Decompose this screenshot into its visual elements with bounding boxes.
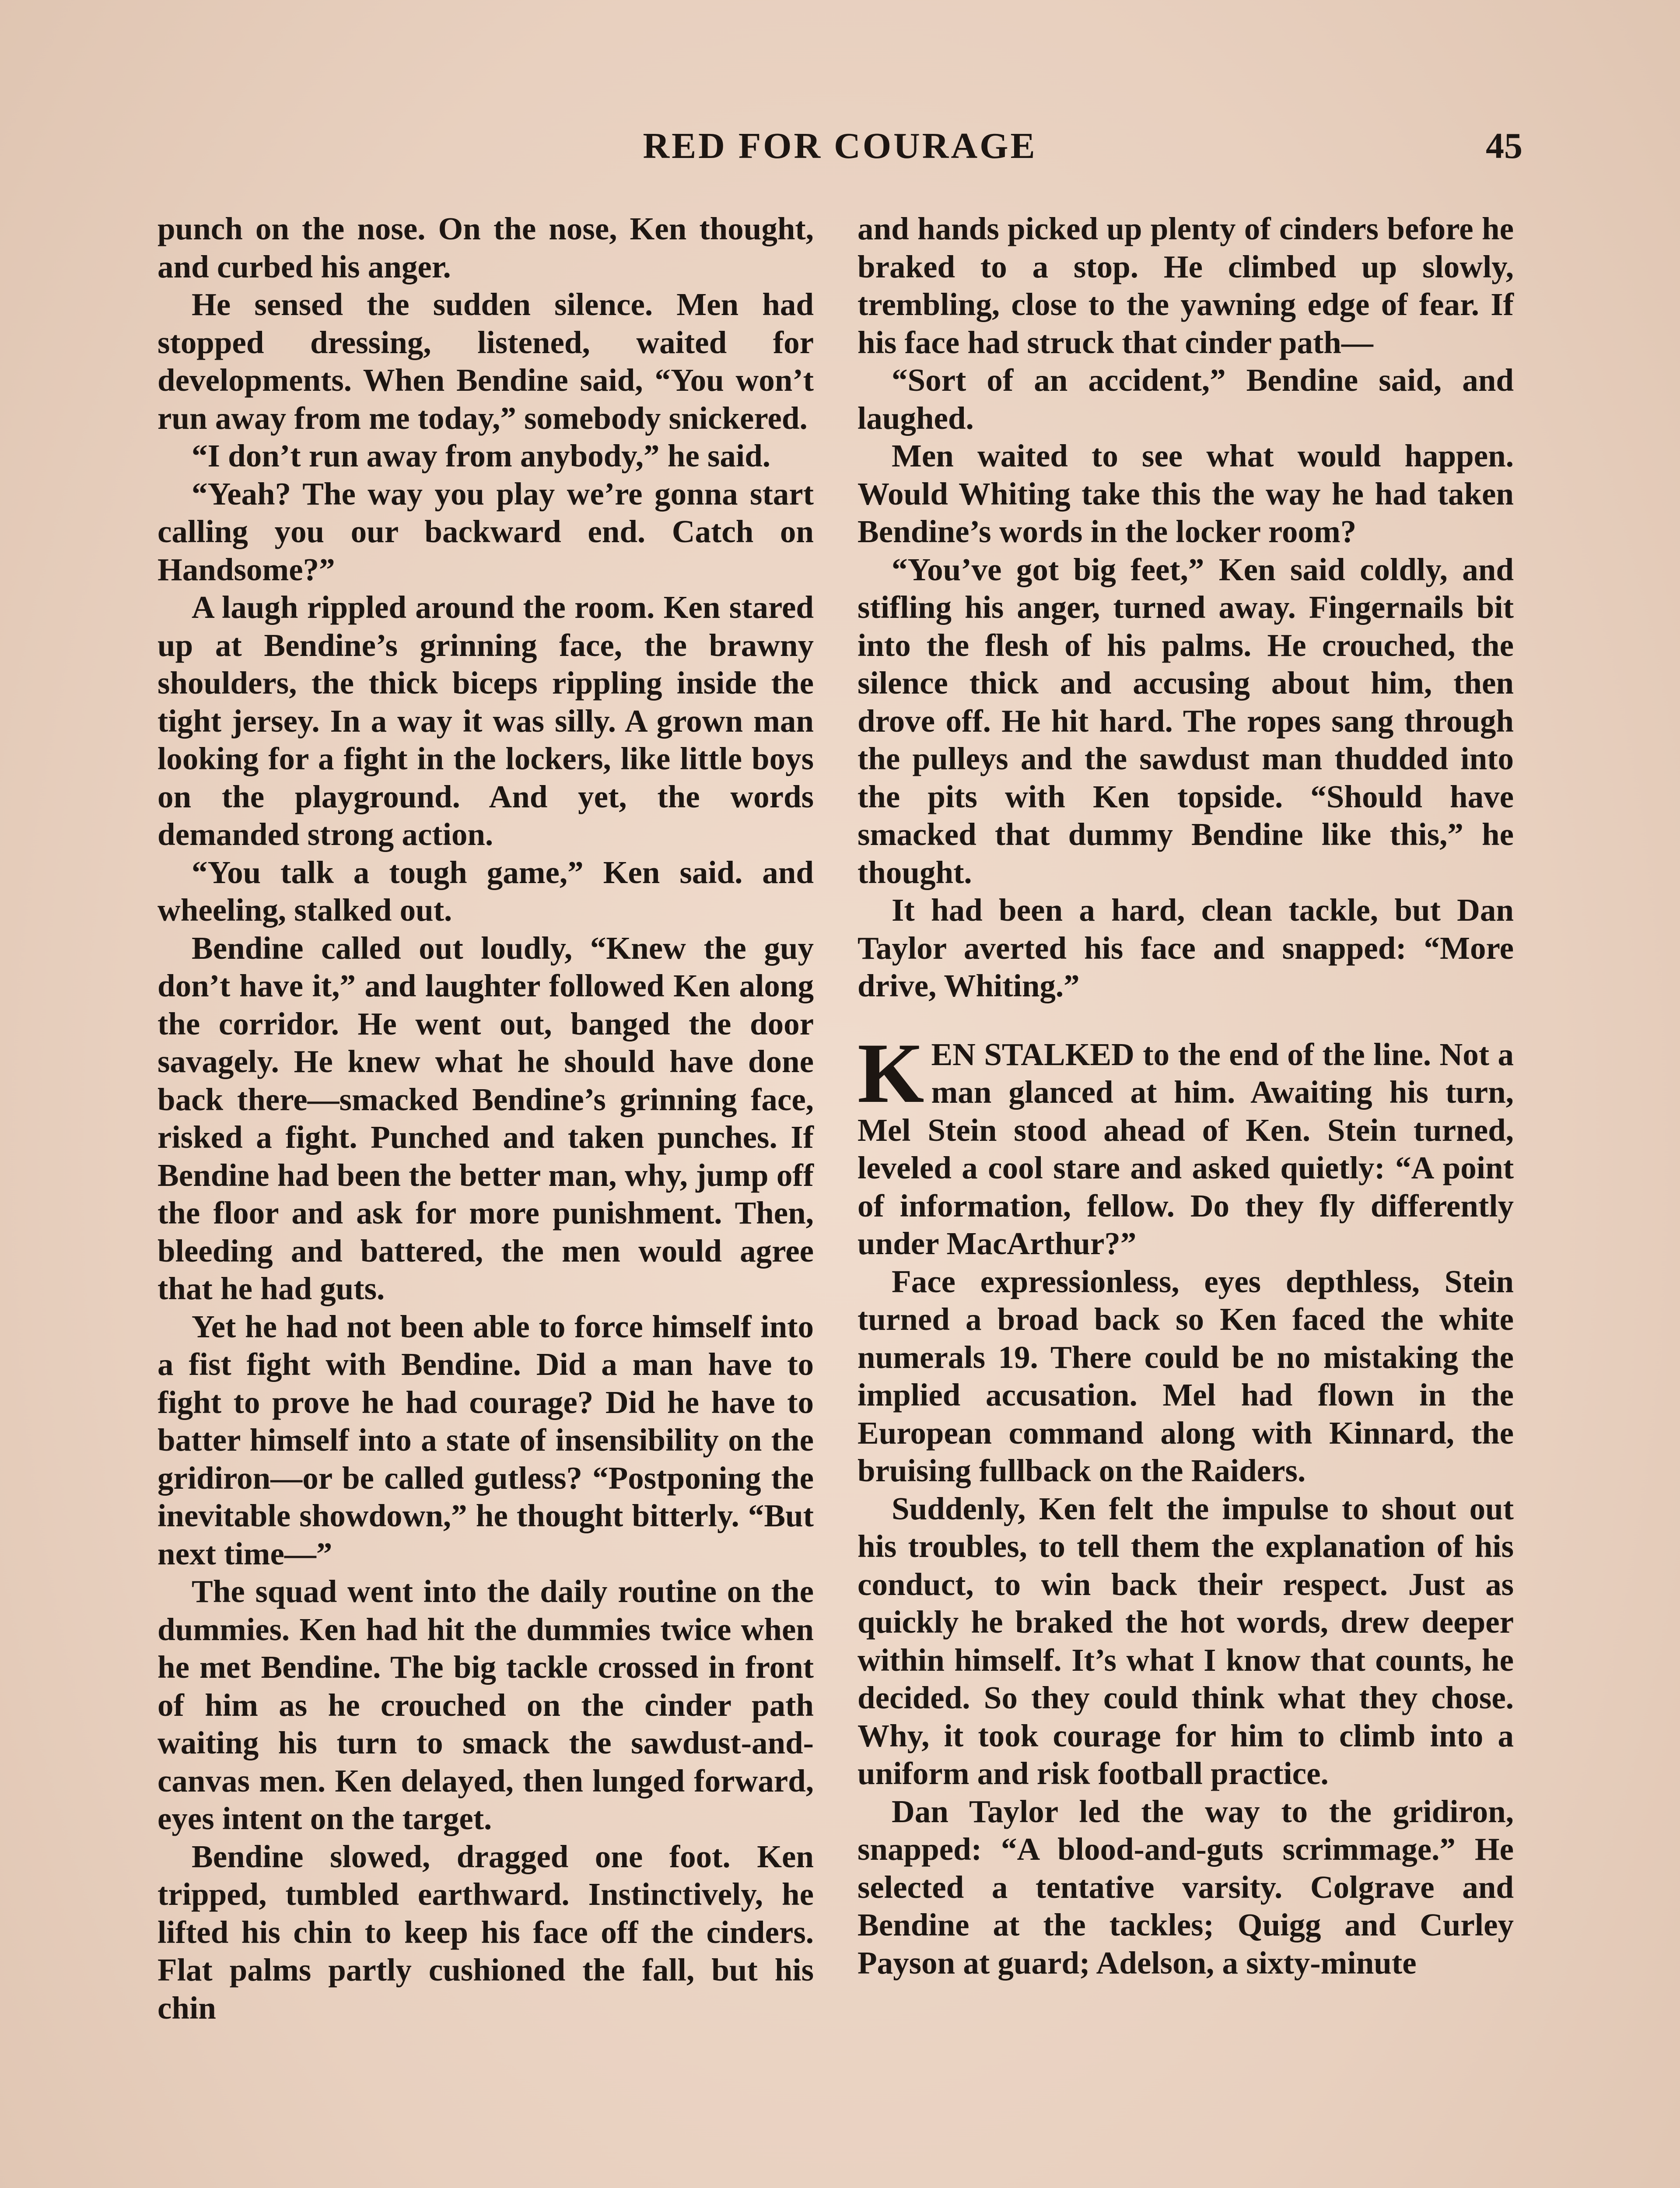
paragraph: Bendine called out loudly, “Knew the guy don’t have it,” and laughter followed Ken along the corridor. He went out, banged the door savagely. He knew what he should have done back there—smacked Bendine’s grinning face, risked a fight. Punched and taken punches. If Bendine had been the better man, why, jump off the floor and ask for more punishment. Then, bleeding and battered, the men would agree that he had guts. xyxy=(158,930,814,1306)
paragraph: punch on the nose. On the nose, Ken thought, and curbed his anger. xyxy=(158,211,814,284)
paragraph: Dan Taylor led the way to the gridiron, snapped: “A blood-and-guts scrimmage.” He selected a tentative varsity. Colgrave and Bendine at the tackles; Quigg and Curley Payson at guard; Adelson, a sixty-minute xyxy=(858,1793,1514,1981)
paragraph: “Yeah? The way you play we’re gonna start calling you our backward end. Catch on Handsome?” xyxy=(158,476,814,587)
running-head xyxy=(158,125,1522,177)
paragraph: A laugh rippled around the room. Ken stared up at Bendine’s grinning face, the brawny shoulders, the thick biceps rippling inside the tight jersey. In a way it was silly. A grown man looking for a fight in the lockers, like little boys on the playground. And yet, the words demanded strong action. xyxy=(158,589,814,852)
paragraph: “You talk a tough game,” Ken said. and wheeling, stalked out. xyxy=(158,854,814,928)
page-number: 45 xyxy=(1486,126,1522,166)
paragraph: “You’ve got big feet,” Ken said coldly, and stifling his anger, turned away. Fingernails bit into the flesh of his palms. He crouched, the silence thick and accusing about him, then drove off. He hit hard. The ropes sang through the pulleys and the sawdust man thudded into the pits with Ken topside. “Should have smacked that dummy Bendine like this,” he thought. xyxy=(858,551,1514,890)
paragraph: He sensed the sudden silence. Men had stopped dressing, listened, waited for developments. When Bendine said, “You won’t run away from me today,” somebody snickered. xyxy=(158,287,814,436)
paragraph: Suddenly, Ken felt the impulse to shout out his troubles, to tell them the explanation of his conduct, to win back their respect. Just as quickly he braked the hot words, drew deeper within himself. It’s what I know that counts, he decided. So they could think what they chose. Why, it took courage for him to climb into a uniform and risk football practice. xyxy=(858,1490,1514,1791)
section-opening-paragraph xyxy=(858,1025,1514,1263)
paragraph: “Sort of an accident,” Bendine said, and laughed. xyxy=(858,362,1514,436)
paragraph: Men waited to see what would happen. Would Whiting take this the way he had taken Bendine’s words in the locker room? xyxy=(858,438,1514,549)
left-column xyxy=(158,210,814,2027)
paragraph: The squad went into the daily routine on the dummies. Ken had hit the dummies twice when he met Bendine. The big tackle crossed in front of him as he crouched on the cinder path waiting his turn to smack the sawdust-and-canvas men. Ken delayed, then lunged forward, eyes intent on the target. xyxy=(158,1574,814,1836)
paragraph: Face expressionless, eyes depthless, Stein turned a broad back so Ken faced the white numerals 19. There could be no mistaking the implied accusation. Mel had flown in the European command along with Kinnard, the bruising fullback on the Raiders. xyxy=(858,1263,1514,1488)
section-opening-text: EN STALKED to the end of the line. Not a man glanced at him. Awaiting his turn, Mel Stein stood ahead of Ken. Stein turned, leveled a cool stare and asked quietly: “A point of information, fellow. Do they fly differently under MacArthur?” xyxy=(858,1036,1514,1261)
running-title: RED FOR COURAGE xyxy=(643,126,1037,166)
paragraph: It had been a hard, clean tackle, but Dan Taylor averted his face and snapped: “More drive, Whiting.” xyxy=(858,892,1514,1003)
right-column xyxy=(858,210,1514,1982)
drop-cap: K xyxy=(858,1025,924,1121)
paragraph: Bendine slowed, dragged one foot. Ken tripped, tumbled earthward. Instinctively, he lifted his chin to keep his face off the cinders. Flat palms partly cushioned the fall, but his chin xyxy=(158,1838,814,2026)
paragraph: and hands picked up plenty of cinders before he braked to a stop. He climbed up slowly, trembling, close to the yawning edge of fear. If his face had struck that cinder path— xyxy=(858,211,1514,360)
paragraph: “I don’t run away from anybody,” he said. xyxy=(192,438,771,473)
paragraph: Yet he had not been able to force himself into a fist fight with Bendine. Did a man have to fight to prove he had courage? Did he have to batter himself into a state of insensibility on the gridiron—or be called gutless? “Postponing the inevitable showdown,” he thought bitterly. “But next time—” xyxy=(158,1308,814,1571)
